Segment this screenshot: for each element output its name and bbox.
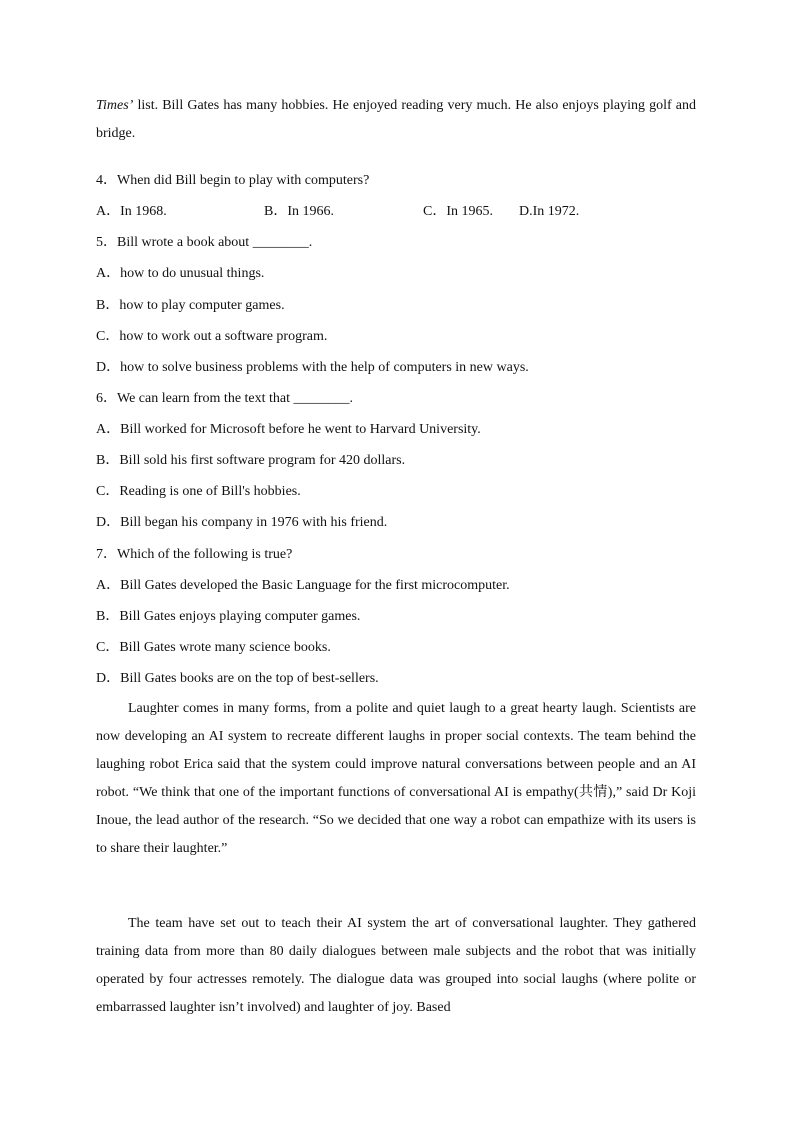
question-7	[96, 545, 292, 565]
passage-paragraph-1: Laughter comes in many forms, from a polite and quiet laugh to a great hearty laugh. Scientists are now developing an AI system to recreate different laughs in proper social contexts. The team behind the laughing robot Erica said that the system could improve natural conversations between people and an AI robot. “We think that one of the important functions of conversational AI is empathy(共情),” said Dr Koji Inoue, the lead author of the research. “So we decided that one way a robot can empathize with its users is to share their laughter.”	[96, 701, 696, 856]
option-b: B．Bill Gates enjoys playing computer games.	[96, 609, 361, 624]
option-b: B．Bill sold his first software program for 420 dollars.	[96, 453, 406, 468]
passage-paragraph-2: The team have set out to teach their AI system the art of conversational laughter. They gathered training data from more than 80 daily dialogues between male subjects and the robot that was initially operated by four actresses remotely. The dialogue data was grouped into social laughs (where polite or embarrassed laughter isn’t involved) and laughter of joy. Based	[96, 916, 696, 1015]
option-c: C．Reading is one of Bill's hobbies.	[96, 484, 301, 499]
option-a: A．In 1968.	[96, 204, 167, 219]
option-a: A．how to do unusual things.	[96, 266, 265, 281]
question-text: We can learn from the text that ________.	[117, 391, 354, 406]
question-5	[96, 233, 312, 253]
option-c: C．Bill Gates wrote many science books.	[96, 640, 331, 655]
option-d: D．Bill Gates books are on the top of best-sellers.	[96, 671, 379, 686]
option-b: B．In 1966.	[264, 204, 334, 219]
option-a: A．Bill worked for Microsoft before he went to Harvard University.	[96, 422, 481, 437]
question-text: Bill wrote a book about ________.	[117, 235, 313, 250]
question-number: 6．	[96, 391, 117, 406]
intro-italic-text: Times’	[96, 98, 134, 113]
option-d: D．Bill began his company in 1976 with his friend.	[96, 515, 388, 530]
question-4	[96, 171, 369, 191]
intro-paragraph	[96, 92, 696, 148]
question-number: 4．	[96, 173, 117, 188]
option-b: B．how to play computer games.	[96, 298, 285, 313]
option-d: D．how to solve business problems with the help of computers in new ways.	[96, 360, 529, 375]
question-number: 5．	[96, 235, 117, 250]
question-text: Which of the following is true?	[117, 547, 293, 562]
question-6	[96, 389, 353, 409]
intro-text: list. Bill Gates has many hobbies. He enjoyed reading very much. He also enjoys playing golf and bridge.	[96, 98, 696, 141]
question-text: When did Bill begin to play with computers?	[117, 173, 370, 188]
option-a: A．Bill Gates developed the Basic Language for the first microcomputer.	[96, 578, 510, 593]
option-c: C．how to work out a software program.	[96, 329, 328, 344]
option-c: C．In 1965.	[423, 204, 493, 219]
question-number: 7．	[96, 547, 117, 562]
question-4-options	[96, 202, 696, 222]
option-d: D.In 1972.	[519, 204, 580, 219]
